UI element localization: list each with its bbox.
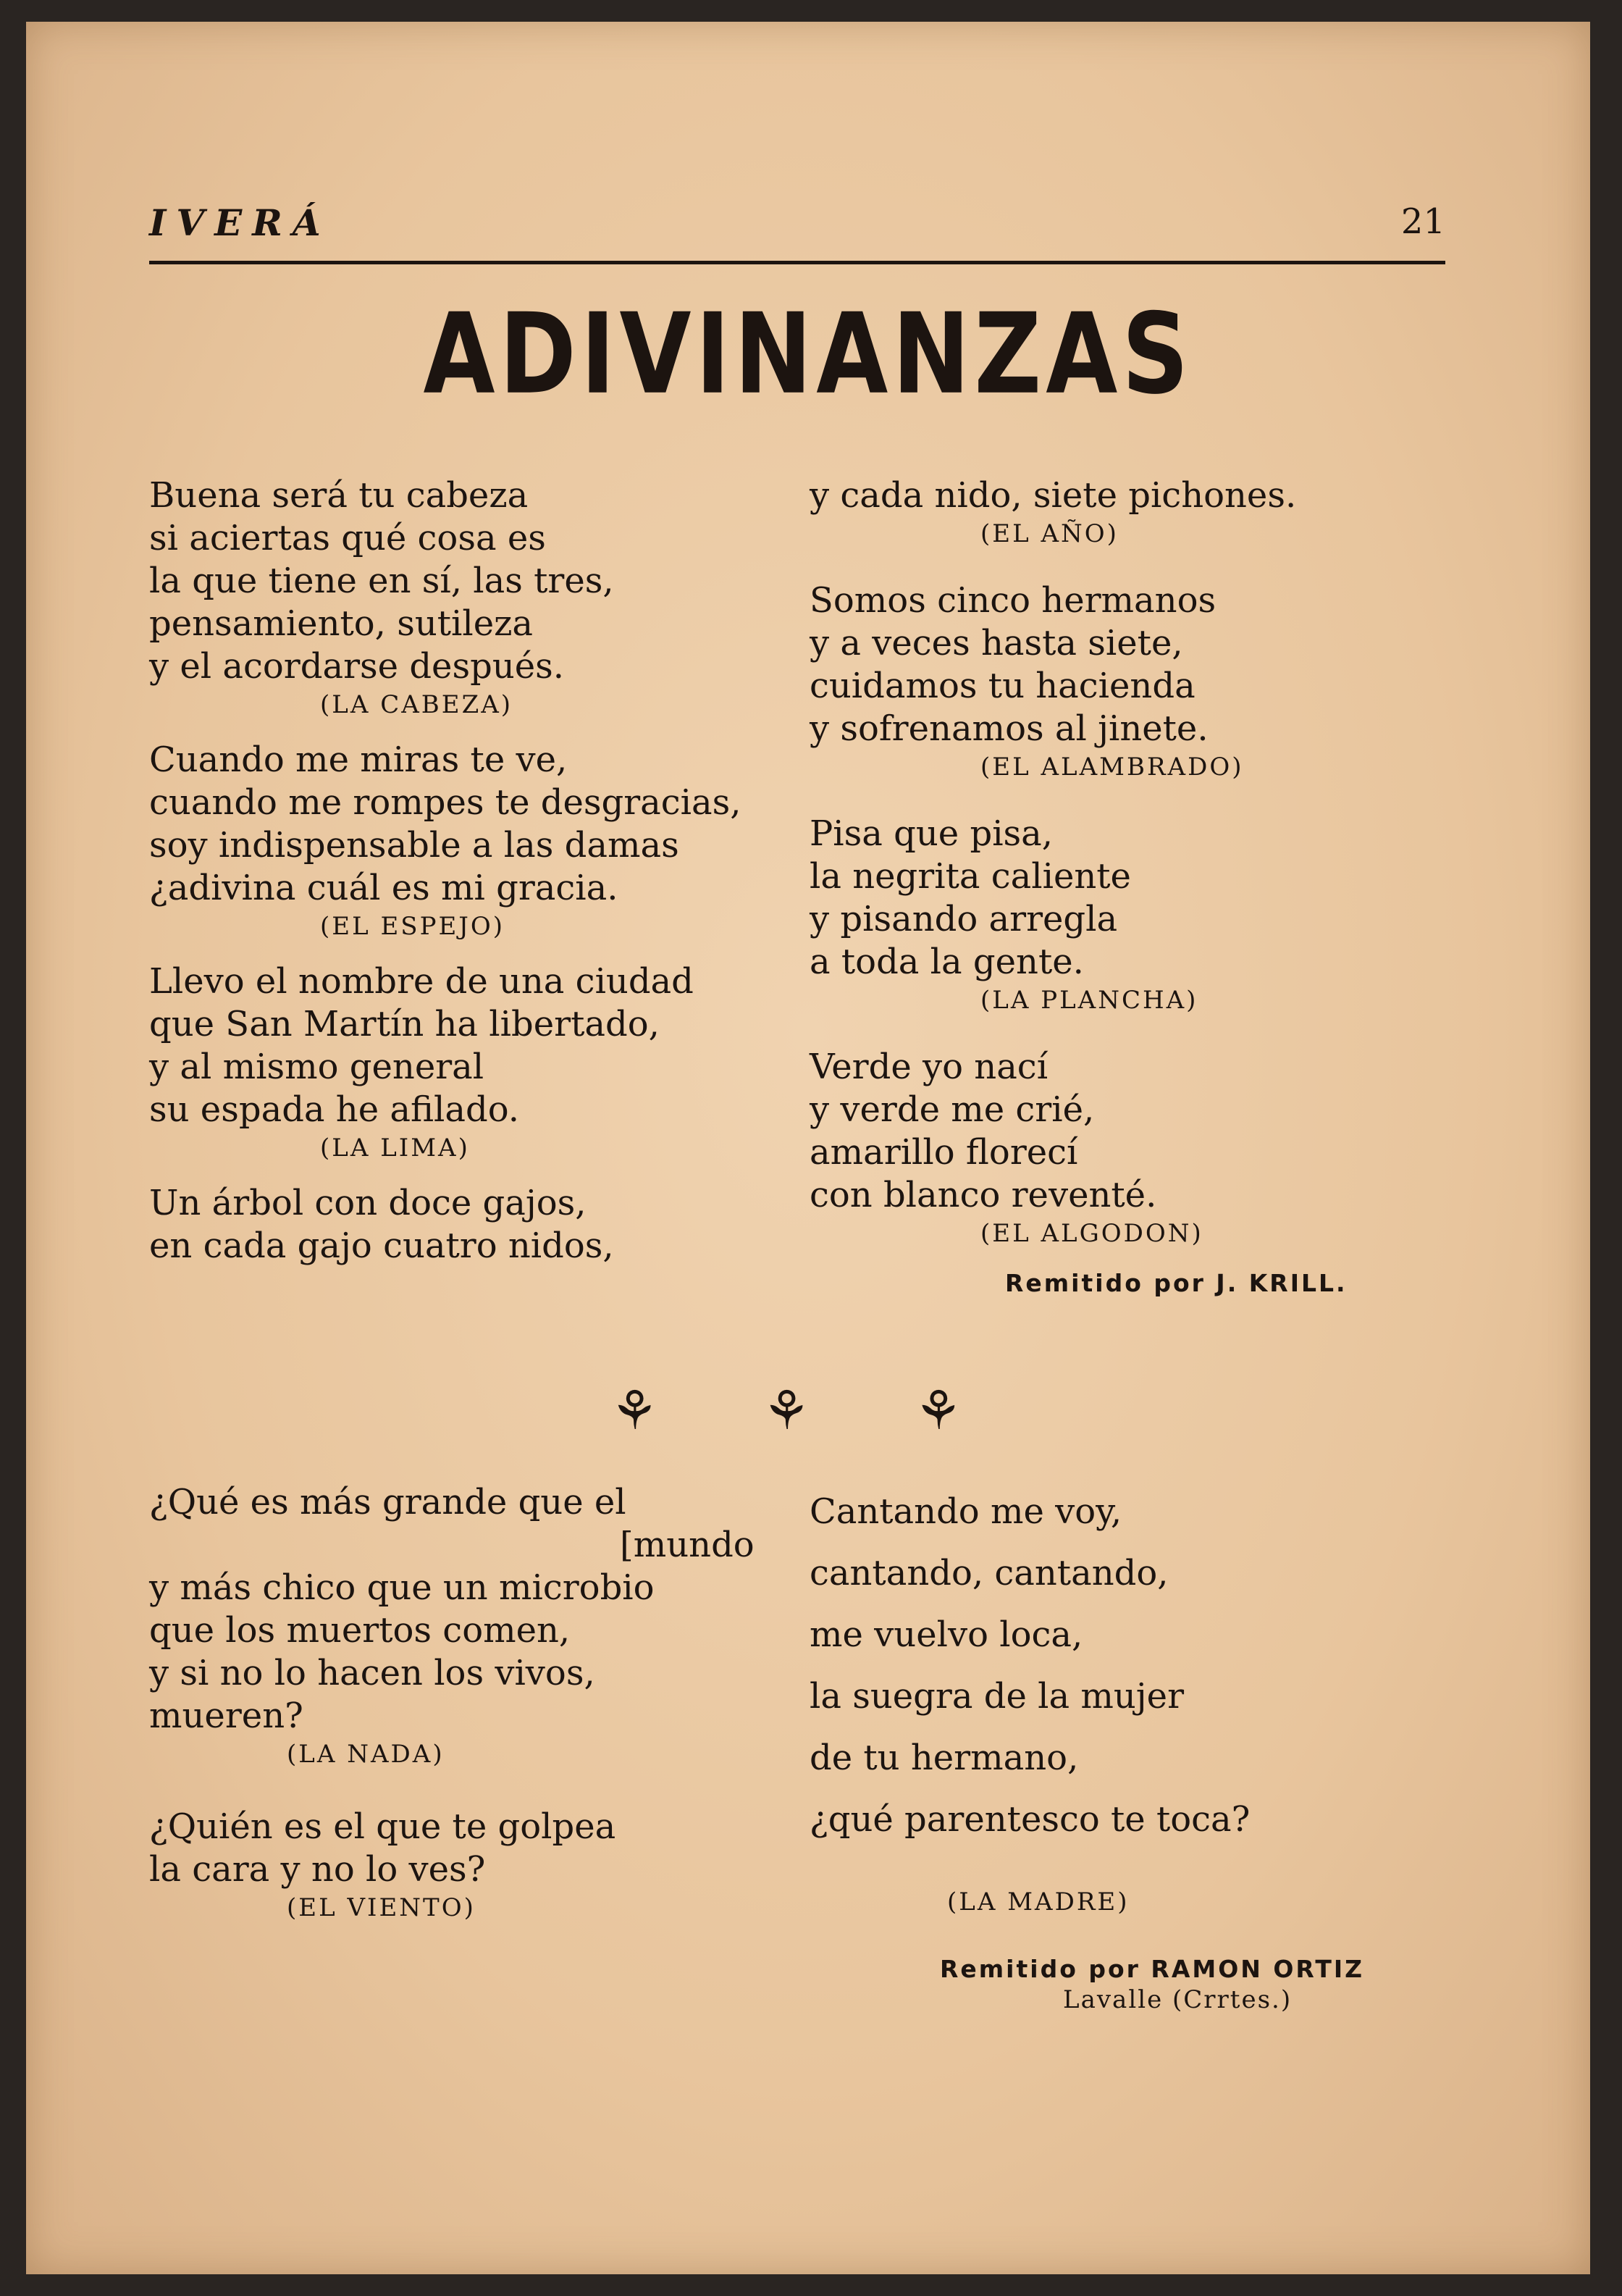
riddle-line: y verde me crié, xyxy=(810,1089,1095,1130)
riddle-line: soy indispensable a las damas xyxy=(149,825,679,866)
ornament-separator: ⚘ ⚘ ⚘ xyxy=(610,1380,1007,1442)
journal-name: IVERÁ xyxy=(149,201,331,244)
page-title: ADIVINANZAS xyxy=(423,290,1193,419)
riddle-line: y pisando arregla xyxy=(810,899,1118,939)
book-page xyxy=(26,22,1590,2274)
riddle-answer: (EL ESPEJO) xyxy=(320,912,505,941)
riddle-line: amarillo florecí xyxy=(810,1132,1078,1173)
riddles-right-column-1 xyxy=(810,474,1348,1304)
riddles-right-column-2 xyxy=(810,1481,1364,2014)
riddle-line: a toda la gente. xyxy=(810,942,1084,982)
riddle-line: [mundo xyxy=(620,1525,755,1565)
riddle-line: la suegra de la mujer xyxy=(810,1676,1185,1717)
riddle-line: y más chico que un microbio xyxy=(149,1567,655,1608)
riddle-line: la cara y no lo ves? xyxy=(149,1849,486,1890)
page-header xyxy=(149,174,1445,261)
riddle-answer: (EL ALGODON) xyxy=(980,1219,1203,1248)
riddle-line: ¿adivina cuál es mi gracia. xyxy=(149,868,618,908)
credit-place: Lavalle (Crrtes.) xyxy=(1063,1985,1293,2014)
riddles-left-column-1 xyxy=(149,474,741,1268)
credit-line: Remitido por RAMON ORTIZ xyxy=(940,1955,1365,1983)
riddle-line: pensamiento, sutileza xyxy=(149,603,534,644)
riddle-line: que los muertos comen, xyxy=(149,1610,571,1651)
riddle-answer: (LA LIMA) xyxy=(320,1134,470,1162)
riddle-line: Pisa que pisa, xyxy=(810,813,1054,854)
riddle-line: me vuelvo loca, xyxy=(810,1614,1083,1655)
riddle-line: ¿Qué es más grande que el xyxy=(149,1482,626,1522)
riddle-line: en cada gajo cuatro nidos, xyxy=(149,1225,614,1266)
riddle-line: Cantando me voy, xyxy=(810,1491,1122,1532)
riddle-line: y si no lo hacen los vivos, xyxy=(149,1653,595,1693)
riddle-line: la que tiene en sí, las tres, xyxy=(149,561,614,601)
riddle-line: ¿qué parentesco te toca? xyxy=(810,1799,1251,1840)
riddle-line: con blanco reventé. xyxy=(810,1175,1157,1215)
riddle-line: Llevo el nombre de una ciudad xyxy=(149,961,694,1002)
riddle-line: y sofrenamos al jinete. xyxy=(810,708,1209,749)
riddle-line: y el acordarse después. xyxy=(149,646,565,687)
credit-line: Remitido por J. KRILL. xyxy=(1005,1269,1348,1297)
riddle-line: que San Martín ha libertado, xyxy=(149,1004,660,1044)
riddle-line: mueren? xyxy=(149,1696,303,1736)
riddle-answer: (EL ALAMBRADO) xyxy=(980,753,1244,782)
riddle-line: su espada he afilado. xyxy=(149,1089,520,1130)
riddle-answer: (LA PLANCHA) xyxy=(980,986,1198,1015)
riddle-line: de tu hermano, xyxy=(810,1738,1079,1778)
riddle-line: Un árbol con doce gajos, xyxy=(149,1183,587,1223)
riddle-line: cuidamos tu hacienda xyxy=(810,666,1196,706)
riddles-left-column-2 xyxy=(149,1481,755,1924)
riddle-answer: (EL VIENTO) xyxy=(287,1893,476,1922)
riddle-line: y cada nido, siete pichones. xyxy=(810,475,1297,516)
riddle-answer: (LA NADA) xyxy=(287,1740,445,1769)
riddle-answer: (LA CABEZA) xyxy=(320,690,513,719)
riddle-line: si aciertas qué cosa es xyxy=(149,518,546,558)
header-rule xyxy=(149,261,1445,264)
riddle-line: Verde yo nací xyxy=(810,1047,1049,1087)
riddle-line: ¿Quién es el que te golpea xyxy=(149,1806,616,1847)
riddle-line: la negrita caliente xyxy=(810,856,1131,897)
page-number: 21 xyxy=(1400,201,1445,242)
riddle-answer: (LA MADRE) xyxy=(947,1888,1130,1916)
riddle-line: Cuando me miras te ve, xyxy=(149,740,568,780)
riddle-line: Somos cinco hermanos xyxy=(810,580,1216,621)
riddle-line: y a veces hasta siete, xyxy=(810,623,1183,663)
riddle-line: Buena será tu cabeza xyxy=(149,475,529,516)
riddle-line: cantando, cantando, xyxy=(810,1553,1169,1593)
riddle-answer: (EL AÑO) xyxy=(980,519,1119,548)
riddle-line: cuando me rompes te desgracias, xyxy=(149,782,741,823)
riddle-line: y al mismo general xyxy=(149,1047,484,1087)
